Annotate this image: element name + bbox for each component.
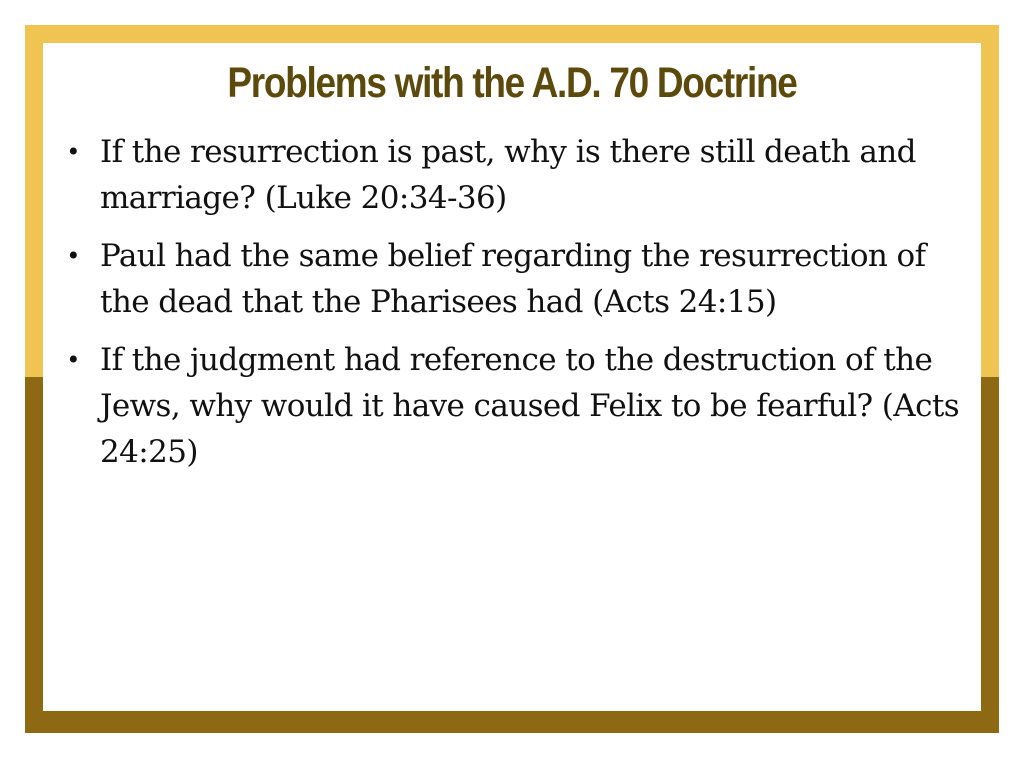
bullet-icon: •: [66, 346, 80, 374]
bullet-item: [63, 233, 968, 325]
bullet-item: [63, 129, 968, 221]
bullet-list: [63, 129, 968, 487]
content-panel: [43, 43, 981, 711]
bullet-text: If the resurrection is past, why is there still death and marriage? (Luke 20:34-36): [100, 134, 916, 216]
bullet-text: If the judgment had reference to the destruction of the Jews, why would it have caused Felix to be fearful? (Acts 24:25): [100, 342, 960, 470]
slide-title: Problems with the A.D. 70 Doctrine: [227, 59, 797, 107]
bullet-icon: •: [66, 138, 80, 166]
bullet-item: [63, 337, 968, 475]
bullet-text: Paul had the same belief regarding the resurrection of the dead that the Pharisees had (Acts 24:15): [100, 238, 926, 320]
bullet-icon: •: [66, 242, 80, 270]
